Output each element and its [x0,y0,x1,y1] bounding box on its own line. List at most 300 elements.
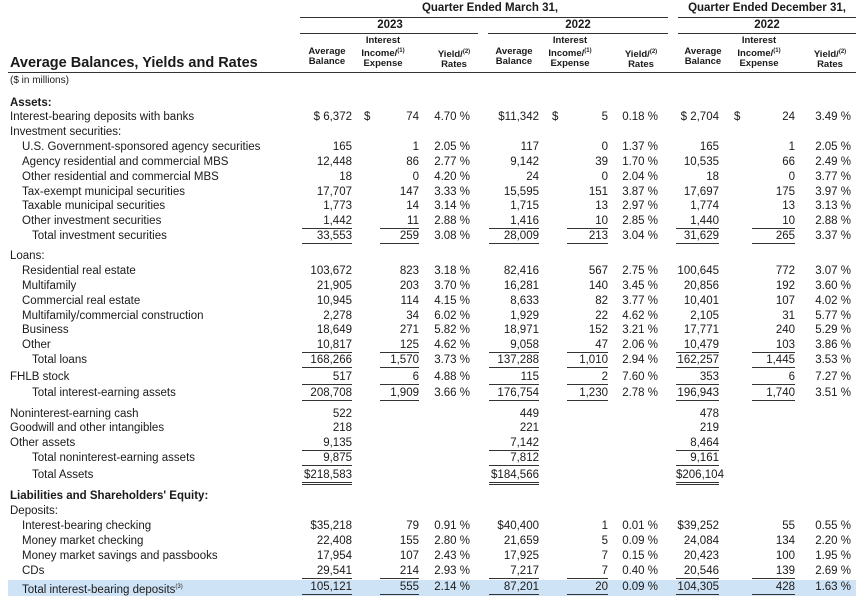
col-header-text: Yield/ [437,49,463,61]
table-cell: 259 [380,229,419,244]
table-cell: 0 [601,141,608,153]
table-cell: 86 [406,156,419,168]
table-cell: 1,570 [380,353,419,368]
row-label [22,534,143,548]
row-label-text: Money market checking [22,535,144,547]
col-header-text: Expense [739,58,779,70]
row-label-text: FHLB stock [10,371,70,383]
table-cell: 17,954 [316,550,352,562]
table-cell: 1,440 [676,214,719,229]
table-cell: 2.49 % [815,156,851,168]
table-cell: 20,423 [683,550,719,562]
table-cell: 7.60 % [622,371,658,383]
table-cell: 10,817 [302,338,352,353]
table-cell: 0.15 % [622,550,658,562]
table-cell: 17,697 [683,186,719,198]
table-cell: 8,633 [510,295,539,307]
row-label-text: Taxable municipal securities [22,200,166,212]
table-cell: 125 [380,338,419,353]
year-rule-2022b [678,33,856,34]
table-cell: 18,971 [503,324,539,336]
table-cell: 1 [601,520,608,532]
col-header-text: Expense [363,58,403,70]
table-cell: 176,754 [489,386,539,401]
table-cell: 3.66 % [434,387,470,399]
table-cell: 3.70 % [434,280,470,292]
col-header-interest-income-g2 [544,36,596,69]
table-cell: $ [552,111,559,123]
table-cell: 0.09 % [622,535,658,547]
row-label-text: Total interest-bearing deposits [22,583,176,596]
table-cell: 74 [406,111,419,123]
footnote-marker: (2) [649,49,658,55]
col-header-avg-balance-g3 [678,47,728,67]
table-cell: $206,104 [676,468,719,485]
table-cell: 13 [782,200,795,212]
col-header-text: Rates [817,59,843,71]
table-cell: 772 [775,265,795,277]
table-cell: 4.62 % [622,310,658,322]
table-cell: 39 [595,156,608,168]
table-cell: 13 [595,200,608,212]
col-header-text: Expense [550,58,590,70]
table-cell: 2.05 % [434,141,470,153]
table-cell: 24 [526,171,539,183]
row-label [22,199,165,213]
table-cell: 3.07 % [815,265,851,277]
table-cell: 2.88 % [434,215,470,227]
table-cell: 2.97 % [622,200,658,212]
table-cell: 17,771 [683,324,719,336]
table-cell: $40,400 [497,520,539,532]
table-cell: 2.06 % [622,339,658,351]
table-cell: 34 [406,310,419,322]
table-cell: 0.01 % [622,520,658,532]
table-cell: 2.14 % [434,581,470,593]
row-label-text: Multifamily [22,280,77,292]
table-title: Average Balances, Yields and Rates [10,55,258,71]
table-cell: 4.02 % [815,295,851,307]
col-header-text: Interest [365,35,401,46]
footnote-marker: (1) [584,48,592,54]
table-cell: 1,909 [380,386,419,401]
table-cell: 175 [775,186,795,198]
table-cell: 823 [399,265,419,277]
row-label-text: Deposits: [10,505,58,517]
table-cell: 165 [699,141,719,153]
col-header-text: Balance [308,56,346,67]
col-header-yield-rates-g1 [435,47,473,70]
table-cell: 137,288 [489,353,539,368]
table-cell: 103,672 [310,265,352,277]
row-label-text: U.S. Government-sponsored agency securities [22,141,261,153]
table-cell: 3.13 % [815,200,851,212]
row-label [22,294,140,308]
table-cell: 196,943 [677,387,719,399]
col-header-text: Interest [552,35,588,46]
col-header-text: Balance [495,56,533,67]
table-cell: 55 [782,520,795,532]
table-cell: 1,929 [510,310,539,322]
table-cell: 140 [588,280,608,292]
row-label [10,436,75,450]
table-cell: 5 [601,535,608,547]
table-cell: 134 [775,535,795,547]
table-cell: 82 [595,295,608,307]
row-label [10,370,69,384]
table-cell: 33,553 [302,229,352,244]
table-cell: 20 [567,580,608,595]
table-cell: 0.18 % [622,111,658,123]
table-cell: 151 [588,186,608,198]
col-header-text: Rates [628,59,654,71]
table-cell: 21,659 [503,535,539,547]
row-label-text: Goodwill and other intangibles [10,422,165,434]
row-label [22,323,69,337]
table-cell: 2,278 [323,310,352,322]
footnote-marker: (3) [175,584,183,590]
table-cell: 1,416 [489,214,539,229]
table-cell: 2.43 % [434,550,470,562]
footnote-marker: (2) [462,49,471,55]
row-label [22,214,161,228]
table-cell: 517 [302,370,352,385]
row-label [22,155,228,169]
table-cell: 66 [782,156,795,168]
table-cell: 9,142 [510,156,539,168]
row-label-text: Business [22,324,69,336]
table-cell: 353 [676,370,719,385]
table-cell: 9,135 [302,436,352,451]
row-label [10,249,45,263]
table-cell: 14 [406,200,419,212]
table-cell: 7 [601,550,608,562]
table-cell: 9,161 [676,451,719,466]
table-cell: 3.73 % [434,354,470,366]
row-label-text: Money market savings and passbooks [22,550,218,562]
table-cell: $ [364,111,371,123]
table-cell: 0.91 % [434,520,470,532]
table-cell: 155 [399,535,419,547]
col-header-text: Balance [684,56,722,67]
table-cell: 221 [519,422,539,434]
table-cell: 478 [699,408,719,420]
table-cell: 2.80 % [434,535,470,547]
table-cell: 1 [788,141,795,153]
row-label-text: Total investment securities [32,230,167,242]
table-cell: 3.77 % [622,295,658,307]
table-cell: 192 [775,280,795,292]
table-cell: 100 [775,550,795,562]
table-cell: 4.20 % [434,171,470,183]
table-cell: 22,408 [316,535,352,547]
row-label [10,125,121,139]
table-cell: 3.37 % [815,230,851,242]
table-cell: 114 [400,295,419,307]
table-cell: 6 [752,370,795,385]
table-cell: 24,084 [683,535,719,547]
table-cell: 208,708 [302,386,352,401]
row-label-text: Total Assets [32,469,94,481]
col-header-yield-rates-g3 [811,47,849,70]
table-cell: 3.60 % [815,280,851,292]
table-cell: $11,342 [498,111,539,123]
table-cell: 3.97 % [815,186,851,198]
table-cell: 0.09 % [622,581,658,593]
row-label-text: Other assets [10,437,76,449]
row-label [22,549,218,563]
table-cell: 6.02 % [434,310,470,322]
table-cell: 0 [788,171,795,183]
header-bottom-rule [8,72,856,73]
table-cell: 3.14 % [434,200,470,212]
table-cell: 2,105 [690,310,719,322]
table-cell: 7,217 [489,564,539,579]
table-cell: 117 [520,141,539,153]
table-cell: 28,009 [489,229,539,244]
table-cell: 2.78 % [622,387,658,399]
col-header-avg-balance-g2 [489,47,539,67]
table-cell: 16,281 [503,280,539,292]
col-header-text: Income/ [361,48,398,60]
table-cell: 87,201 [489,580,539,595]
row-label [22,140,260,154]
table-cell: 1,010 [567,353,608,368]
table-cell: 115 [489,370,539,385]
row-label-text: Loans: [10,250,45,262]
table-cell: 203 [399,280,419,292]
table-cell: 24 [782,111,795,123]
row-label [10,421,164,435]
table-cell: 3.87 % [622,186,658,198]
row-label [22,338,51,352]
col-header-text: Yield/ [624,49,650,61]
table-cell: 2.88 % [815,215,851,227]
table-cell: 47 [567,338,608,353]
table-cell: 4.15 % [434,295,470,307]
group-header-q4: Quarter Ended December 31, [688,2,846,14]
table-cell: 3.86 % [815,339,851,351]
table-cell: 1,773 [323,200,352,212]
table-cell: 7 [567,564,608,579]
table-cell: 2.20 % [815,535,851,547]
table-cell: 79 [406,520,419,532]
row-label-text: Residential real estate [22,265,136,277]
table-cell: 271 [399,324,419,336]
row-label-text: Noninterest-earning cash [10,408,139,420]
table-cell: 165 [332,141,352,153]
table-cell: 2.75 % [622,265,658,277]
row-label-text: Liabilities and Shareholders' Equity: [10,490,209,502]
table-cell: 219 [699,422,719,434]
table-cell: $ 6,372 [313,111,352,123]
table-cell: $184,566 [489,468,539,485]
table-cell: 152 [588,324,608,336]
table-cell: 449 [519,408,539,420]
table-cell: 3.33 % [434,186,470,198]
table-cell: 107 [775,295,795,307]
table-cell: 1,442 [302,214,352,229]
table-cell: 10,535 [683,156,719,168]
row-label [10,110,194,124]
table-cell: 8,464 [676,436,719,451]
table-cell: 240 [775,324,795,336]
col-header-text: Average [684,46,722,57]
row-label-text: Other investment securities [22,215,162,227]
table-cell: 522 [332,408,352,420]
table-cell: 22 [595,310,608,322]
row-label [32,451,195,465]
col-header-text: Income/ [737,48,774,60]
table-cell: 1,230 [567,386,608,401]
row-label [10,407,139,421]
col-header-text: Average [308,46,346,57]
table-cell: 29,541 [302,564,352,579]
table-cell: 162,257 [677,354,719,366]
table-cell: 2.77 % [434,156,470,168]
table-cell: 3.51 % [815,387,851,399]
table-cell: 147 [399,186,419,198]
table-cell: 4.62 % [434,339,470,351]
table-cell: 0.40 % [622,565,658,577]
table-cell: 4.70 % [434,111,470,123]
table-cell: 1,715 [510,200,539,212]
table-cell: 31,629 [676,229,719,244]
table-cell: $ 2,704 [680,111,719,123]
footnote-marker: (2) [838,49,847,55]
table-cell: 10 [752,214,795,229]
table-cell: 100,645 [677,265,719,277]
table-cell: 18,649 [316,324,352,336]
table-cell: 555 [380,580,419,595]
table-cell: 1.37 % [622,141,658,153]
row-label-text: Assets: [10,97,52,109]
year-header-2022a: 2022 [565,19,591,31]
year-header-2023: 2023 [377,19,403,31]
col-header-text: Rates [441,59,467,71]
row-label [22,519,151,533]
table-cell: 2.94 % [622,354,658,366]
table-cell: 218 [332,422,352,434]
col-header-text: Average [495,46,533,57]
table-cell: 5.29 % [815,324,851,336]
table-cell: 10 [567,214,608,229]
row-label-text: Other [22,339,51,351]
row-label [22,185,185,199]
row-label [32,229,167,243]
table-cell: 2 [567,370,608,385]
table-cell: 3.18 % [434,265,470,277]
table-cell: 5 [601,111,608,123]
table-cell: 1,740 [752,386,795,401]
table-cell: 9,875 [302,451,352,466]
table-cell: 7.27 % [815,371,851,383]
table-cell: 6 [380,370,419,385]
group-header-q1: Quarter Ended March 31, [421,2,559,14]
table-cell: 5.77 % [815,310,851,322]
group-rule-q1 [300,17,668,18]
table-cell: 10,945 [316,295,352,307]
table-cell: 17,925 [503,550,539,562]
table-cell: 105,121 [302,580,352,595]
table-cell: 1 [412,141,419,153]
table-cell: 1,774 [690,200,719,212]
table-cell: 139 [752,564,795,579]
row-label-text: Other residential and commercial MBS [22,171,219,183]
row-label [32,468,93,482]
row-label [22,564,44,578]
table-cell: 3.08 % [434,230,470,242]
row-label-text: Interest-bearing deposits with banks [10,111,195,123]
table-cell: 3.04 % [622,230,658,242]
table-cell: 9,058 [489,338,539,353]
row-label [22,279,76,293]
col-header-text: Interest [741,35,777,46]
table-cell: 15,595 [503,186,539,198]
row-label [22,580,183,597]
table-cell: 82,416 [503,265,539,277]
row-label-text: Total noninterest-earning assets [32,452,196,464]
table-cell: 103 [752,338,795,353]
year-header-2022b: 2022 [754,19,780,31]
table-cell: 5.82 % [434,324,470,336]
table-cell: 7,812 [489,451,539,466]
table-cell: $ [734,111,741,123]
table-cell: 20,546 [676,564,719,579]
col-header-avg-balance-g1 [302,47,352,67]
row-label-text: Multifamily/commercial construction [22,310,204,322]
table-cell: 3.77 % [815,171,851,183]
table-cell: 21,905 [316,280,352,292]
table-cell: 11 [380,214,419,229]
table-cell: 213 [567,229,608,244]
table-cell: 0 [412,171,419,183]
table-cell: $39,252 [677,520,719,532]
table-cell: 3.21 % [622,324,658,336]
table-cell: 2.04 % [622,171,658,183]
table-cell: 0 [601,171,608,183]
row-label-text: Agency residential and commercial MBS [22,156,229,168]
table-cell: 17,707 [316,186,352,198]
table-cell: 107 [399,550,419,562]
footnote-marker: (1) [773,48,781,54]
row-label [10,96,52,110]
table-cell: 18 [339,171,352,183]
col-header-interest-income-g3 [733,36,785,69]
row-label [32,353,87,367]
year-rule-2023 [300,33,478,34]
table-cell: 2.69 % [815,565,851,577]
table-cell: 3.45 % [622,280,658,292]
row-label [22,170,219,184]
row-label-text: Tax-exempt municipal securities [22,186,185,198]
table-cell: 7,142 [489,436,539,451]
table-cell: 104,305 [677,581,719,593]
row-label [10,489,208,503]
table-cell: 20,856 [683,280,719,292]
table-cell: 1.63 % [815,581,851,593]
table-cell: 214 [380,564,419,579]
table-cell: 31 [782,310,795,322]
group-rule-q4 [678,17,856,18]
table-cell: $218,583 [302,468,352,485]
table-cell: 1.95 % [815,550,851,562]
col-header-yield-rates-g2 [622,47,660,70]
row-label-text: Total loans [32,354,87,366]
table-cell: 12,448 [316,156,352,168]
table-cell: 2.05 % [815,141,851,153]
row-label [22,264,136,278]
